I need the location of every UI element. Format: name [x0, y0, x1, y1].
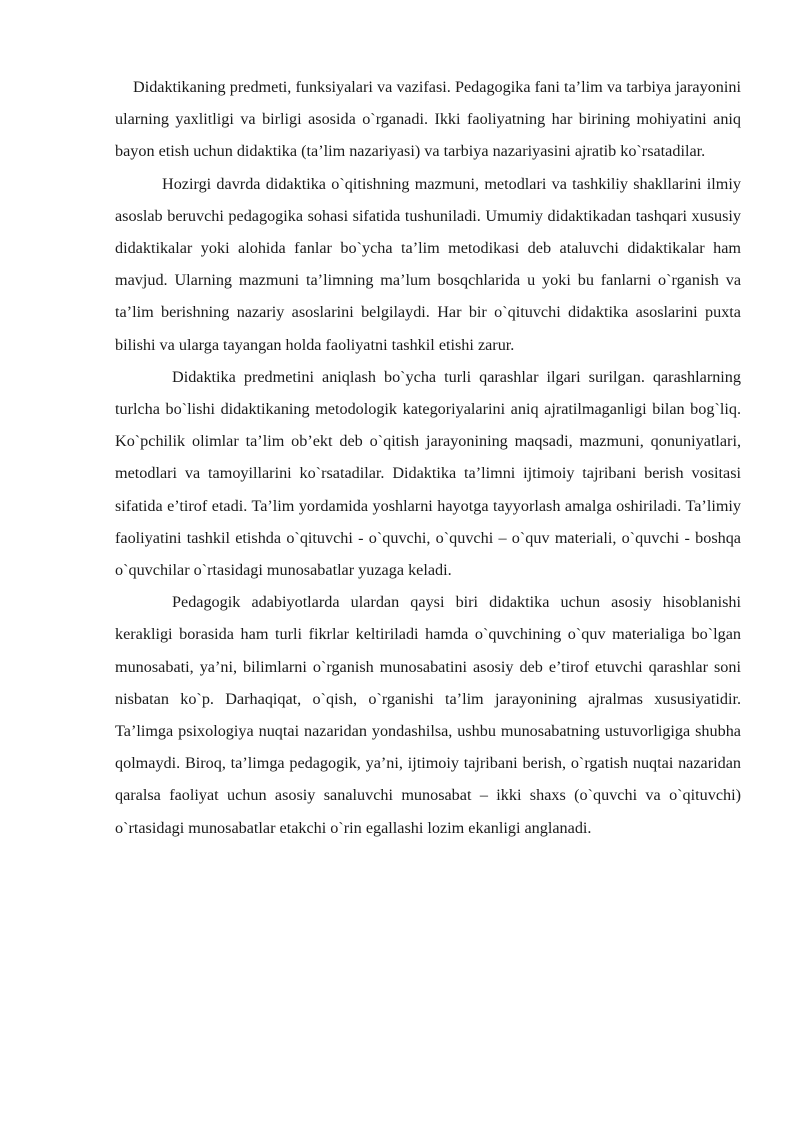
paragraph-didactics-subject: Didaktikaning predmeti, funksiyalari va vazifasi. Pedagogika fani ta’lim va tarbiya jarayonini ularning yaxlitligi va birligi asosida o`rganadi. Ikki faoliyatning har birining mohiyatini aniq bayon etish uchun didaktika (ta’lim nazariyasi) va tarbiya nazariyasini ajratib ko`rsatadilar.	[115, 78, 741, 161]
paragraph-pedagogical-literature: Pedagogik adabiyotlarda ulardan qaysi biri didaktika uchun asosiy hisoblanishi kerakligi borasida ham turli fikrlar keltiriladi hamda o`quvchining o`quv materialiga bo`lgan munosabati, ya’ni, bilimlarni o`rganish munosabatini asosiy deb e’tirof etuvchi qarashlar soni nisbatan ko`p. Darhaqiqat, o`qish, o`rganishi ta’lim jarayonining ajralmas xususiyatidir. Ta’limga psixologiya nuqtai nazaridan yondashilsa, ushbu munosabatning ustuvorligiga shubha qolmaydi. Biroq, ta’limga pedagogik, ya’ni, ijtimoiy tajribani berish, o`rgatish nuqtai nazaridan qaralsa faoliyat uchun asosiy sanaluvchi munosabat – ikki shaxs (o`quvchi va o`qituvchi) o`rtasidagi munosabatlar etakchi o`rin egallashi lozim ekanligi anglanadi.	[115, 593, 741, 837]
document-page	[115, 71, 741, 844]
paragraph-modern-didactics: Hozirgi davrda didaktika o`qitishning mazmuni, metodlari va tashkiliy shakllarini ilmiy asoslab beruvchi pedagogika sohasi sifatida tushuniladi. Umumiy didaktikadan tashqari xususiy didaktikalar yoki alohida fanlar bo`ycha ta’lim metodikasi deb ataluvchi didaktikalar ham mavjud. Ularning mazmuni ta’limning ma’lum bosqchlarida u yoki bu fanlarni o`rganish va ta’lim berishning nazariy asoslarini belgilaydi. Har bir o`qituvchi didaktika asoslarini puxta bilishi va ularga tayangan holda faoliyatni tashkil etishi zarur.	[115, 174, 741, 354]
paragraph-views-on-subject: Didaktika predmetini aniqlash bo`ycha turli qarashlar ilgari surilgan. qarashlarning turlcha bo`lishi didaktikaning metodologik kategoriyalarini aniq ajratilmaganligi bilan bog`liq. Ko`pchilik olimlar ta’lim ob’ekt deb o`qitish jarayonining maqsadi, mazmuni, qonuniyatlari, metodlari va tamoyillarini ko`rsatadilar. Didaktika ta’limni ijtimoiy tajribani berish vositasi sifatida e’tirof etadi. Ta’lim yordamida yoshlarni hayotga tayyorlash amalga oshiriladi. Ta’limiy faoliyatini tashkil etishda o`qituvchi - o`quvchi, o`quvchi – o`quv materiali, o`quvchi - boshqa o`quvchilar o`rtasidagi munosabatlar yuzaga keladi.	[115, 367, 741, 580]
